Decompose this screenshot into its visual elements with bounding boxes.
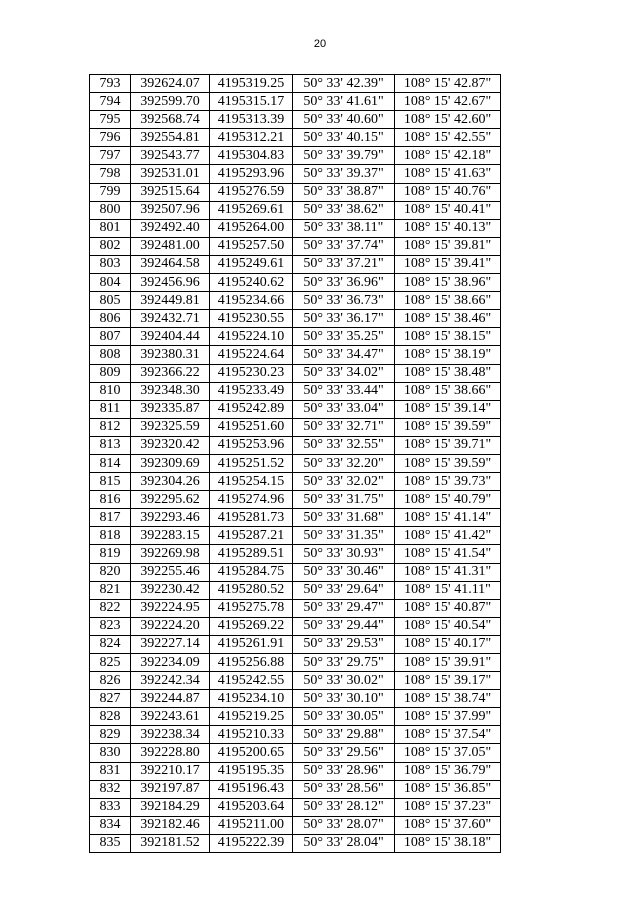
- table-row: [90, 219, 501, 237]
- latitude-cell: 50° 33' 37.21": [293, 255, 395, 273]
- x-coordinate-cell: 392568.74: [131, 111, 210, 129]
- y-coordinate-cell: 4195253.96: [210, 436, 293, 454]
- longitude-cell: 108° 15' 41.14": [395, 509, 501, 527]
- latitude-cell: 50° 33' 34.47": [293, 346, 395, 364]
- x-coordinate-cell: 392228.80: [131, 744, 210, 762]
- latitude-cell: 50° 33' 28.04": [293, 834, 395, 852]
- longitude-cell: 108° 15' 39.41": [395, 255, 501, 273]
- point-number-cell: 794: [90, 93, 131, 111]
- latitude-cell: 50° 33' 30.10": [293, 690, 395, 708]
- latitude-cell: 50° 33' 30.05": [293, 708, 395, 726]
- y-coordinate-cell: 4195315.17: [210, 93, 293, 111]
- table-row: [90, 364, 501, 382]
- table-row: [90, 726, 501, 744]
- y-coordinate-cell: 4195280.52: [210, 581, 293, 599]
- y-coordinate-cell: 4195242.89: [210, 400, 293, 418]
- latitude-cell: 50° 33' 39.79": [293, 147, 395, 165]
- longitude-cell: 108° 15' 41.42": [395, 527, 501, 545]
- y-coordinate-cell: 4195313.39: [210, 111, 293, 129]
- longitude-cell: 108° 15' 39.17": [395, 672, 501, 690]
- y-coordinate-cell: 4195230.55: [210, 310, 293, 328]
- x-coordinate-cell: 392348.30: [131, 382, 210, 400]
- x-coordinate-cell: 392325.59: [131, 418, 210, 436]
- longitude-cell: 108° 15' 38.19": [395, 346, 501, 364]
- longitude-cell: 108° 15' 38.18": [395, 834, 501, 852]
- longitude-cell: 108° 15' 40.17": [395, 635, 501, 653]
- latitude-cell: 50° 33' 30.02": [293, 672, 395, 690]
- point-number-cell: 822: [90, 599, 131, 617]
- page-number: 20: [313, 38, 327, 50]
- table-row: [90, 454, 501, 472]
- point-number-cell: 815: [90, 473, 131, 491]
- table-row: [90, 599, 501, 617]
- y-coordinate-cell: 4195319.25: [210, 75, 293, 93]
- point-number-cell: 826: [90, 672, 131, 690]
- x-coordinate-cell: 392543.77: [131, 147, 210, 165]
- point-number-cell: 804: [90, 274, 131, 292]
- latitude-cell: 50° 33' 29.47": [293, 599, 395, 617]
- y-coordinate-cell: 4195240.62: [210, 274, 293, 292]
- latitude-cell: 50° 33' 29.75": [293, 654, 395, 672]
- point-number-cell: 833: [90, 798, 131, 816]
- point-number-cell: 797: [90, 147, 131, 165]
- latitude-cell: 50° 33' 38.62": [293, 201, 395, 219]
- latitude-cell: 50° 33' 34.02": [293, 364, 395, 382]
- point-number-cell: 816: [90, 491, 131, 509]
- table-row: [90, 165, 501, 183]
- point-number-cell: 830: [90, 744, 131, 762]
- y-coordinate-cell: 4195195.35: [210, 762, 293, 780]
- y-coordinate-cell: 4195251.52: [210, 454, 293, 472]
- table-row: [90, 527, 501, 545]
- latitude-cell: 50° 33' 36.96": [293, 274, 395, 292]
- x-coordinate-cell: 392449.81: [131, 292, 210, 310]
- table-row: [90, 400, 501, 418]
- latitude-cell: 50° 33' 40.60": [293, 111, 395, 129]
- longitude-cell: 108° 15' 42.55": [395, 129, 501, 147]
- table-row: [90, 255, 501, 273]
- y-coordinate-cell: 4195233.49: [210, 382, 293, 400]
- x-coordinate-cell: 392481.00: [131, 237, 210, 255]
- table-row: [90, 834, 501, 852]
- table-row: [90, 491, 501, 509]
- longitude-cell: 108° 15' 42.67": [395, 93, 501, 111]
- x-coordinate-cell: 392227.14: [131, 635, 210, 653]
- point-number-cell: 808: [90, 346, 131, 364]
- x-coordinate-cell: 392309.69: [131, 454, 210, 472]
- longitude-cell: 108° 15' 39.14": [395, 400, 501, 418]
- point-number-cell: 795: [90, 111, 131, 129]
- point-number-cell: 813: [90, 436, 131, 454]
- x-coordinate-cell: 392283.15: [131, 527, 210, 545]
- latitude-cell: 50° 33' 42.39": [293, 75, 395, 93]
- table-row: [90, 581, 501, 599]
- y-coordinate-cell: 4195219.25: [210, 708, 293, 726]
- y-coordinate-cell: 4195269.22: [210, 617, 293, 635]
- point-number-cell: 800: [90, 201, 131, 219]
- y-coordinate-cell: 4195234.66: [210, 292, 293, 310]
- point-number-cell: 820: [90, 563, 131, 581]
- latitude-cell: 50° 33' 29.56": [293, 744, 395, 762]
- y-coordinate-cell: 4195251.60: [210, 418, 293, 436]
- x-coordinate-cell: 392295.62: [131, 491, 210, 509]
- table-row: [90, 816, 501, 834]
- x-coordinate-cell: 392599.70: [131, 93, 210, 111]
- latitude-cell: 50° 33' 32.71": [293, 418, 395, 436]
- x-coordinate-cell: 392554.81: [131, 129, 210, 147]
- latitude-cell: 50° 33' 29.64": [293, 581, 395, 599]
- point-number-cell: 810: [90, 382, 131, 400]
- table-row: [90, 346, 501, 364]
- latitude-cell: 50° 33' 29.44": [293, 617, 395, 635]
- table-row: [90, 93, 501, 111]
- y-coordinate-cell: 4195312.21: [210, 129, 293, 147]
- x-coordinate-cell: 392184.29: [131, 798, 210, 816]
- table-row: [90, 201, 501, 219]
- table-row: [90, 310, 501, 328]
- point-number-cell: 809: [90, 364, 131, 382]
- longitude-cell: 108° 15' 41.31": [395, 563, 501, 581]
- latitude-cell: 50° 33' 30.46": [293, 563, 395, 581]
- x-coordinate-cell: 392242.34: [131, 672, 210, 690]
- latitude-cell: 50° 33' 33.04": [293, 400, 395, 418]
- point-number-cell: 793: [90, 75, 131, 93]
- latitude-cell: 50° 33' 29.88": [293, 726, 395, 744]
- longitude-cell: 108° 15' 39.59": [395, 454, 501, 472]
- point-number-cell: 828: [90, 708, 131, 726]
- longitude-cell: 108° 15' 38.66": [395, 292, 501, 310]
- longitude-cell: 108° 15' 40.54": [395, 617, 501, 635]
- longitude-cell: 108° 15' 38.48": [395, 364, 501, 382]
- longitude-cell: 108° 15' 36.79": [395, 762, 501, 780]
- point-number-cell: 805: [90, 292, 131, 310]
- table-row: [90, 563, 501, 581]
- x-coordinate-cell: 392224.20: [131, 617, 210, 635]
- longitude-cell: 108° 15' 37.23": [395, 798, 501, 816]
- y-coordinate-cell: 4195242.55: [210, 672, 293, 690]
- point-number-cell: 827: [90, 690, 131, 708]
- point-number-cell: 806: [90, 310, 131, 328]
- table-row: [90, 509, 501, 527]
- x-coordinate-cell: 392210.17: [131, 762, 210, 780]
- longitude-cell: 108° 15' 39.91": [395, 654, 501, 672]
- table-row: [90, 654, 501, 672]
- x-coordinate-cell: 392464.58: [131, 255, 210, 273]
- y-coordinate-cell: 4195256.88: [210, 654, 293, 672]
- longitude-cell: 108° 15' 40.87": [395, 599, 501, 617]
- longitude-cell: 108° 15' 37.54": [395, 726, 501, 744]
- table-row: [90, 111, 501, 129]
- y-coordinate-cell: 4195254.15: [210, 473, 293, 491]
- point-number-cell: 824: [90, 635, 131, 653]
- x-coordinate-cell: 392255.46: [131, 563, 210, 581]
- y-coordinate-cell: 4195210.33: [210, 726, 293, 744]
- point-number-cell: 821: [90, 581, 131, 599]
- table-row: [90, 635, 501, 653]
- latitude-cell: 50° 33' 36.17": [293, 310, 395, 328]
- table-row: [90, 672, 501, 690]
- x-coordinate-cell: 392293.46: [131, 509, 210, 527]
- longitude-cell: 108° 15' 40.76": [395, 183, 501, 201]
- longitude-cell: 108° 15' 40.79": [395, 491, 501, 509]
- longitude-cell: 108° 15' 38.74": [395, 690, 501, 708]
- y-coordinate-cell: 4195249.61: [210, 255, 293, 273]
- x-coordinate-cell: 392197.87: [131, 780, 210, 798]
- y-coordinate-cell: 4195230.23: [210, 364, 293, 382]
- y-coordinate-cell: 4195257.50: [210, 237, 293, 255]
- longitude-cell: 108° 15' 42.87": [395, 75, 501, 93]
- longitude-cell: 108° 15' 39.81": [395, 237, 501, 255]
- latitude-cell: 50° 33' 28.56": [293, 780, 395, 798]
- table-row: [90, 129, 501, 147]
- point-number-cell: 798: [90, 165, 131, 183]
- y-coordinate-cell: 4195196.43: [210, 780, 293, 798]
- table-row: [90, 274, 501, 292]
- coordinates-table-body: [90, 75, 501, 853]
- point-number-cell: 803: [90, 255, 131, 273]
- longitude-cell: 108° 15' 37.99": [395, 708, 501, 726]
- longitude-cell: 108° 15' 38.15": [395, 328, 501, 346]
- latitude-cell: 50° 33' 33.44": [293, 382, 395, 400]
- table-row: [90, 292, 501, 310]
- longitude-cell: 108° 15' 42.60": [395, 111, 501, 129]
- coordinates-table: [89, 74, 501, 853]
- latitude-cell: 50° 33' 31.75": [293, 491, 395, 509]
- y-coordinate-cell: 4195264.00: [210, 219, 293, 237]
- x-coordinate-cell: 392269.98: [131, 545, 210, 563]
- y-coordinate-cell: 4195289.51: [210, 545, 293, 563]
- table-row: [90, 237, 501, 255]
- table-row: [90, 690, 501, 708]
- y-coordinate-cell: 4195200.65: [210, 744, 293, 762]
- x-coordinate-cell: 392366.22: [131, 364, 210, 382]
- latitude-cell: 50° 33' 39.37": [293, 165, 395, 183]
- x-coordinate-cell: 392243.61: [131, 708, 210, 726]
- y-coordinate-cell: 4195281.73: [210, 509, 293, 527]
- x-coordinate-cell: 392624.07: [131, 75, 210, 93]
- point-number-cell: 835: [90, 834, 131, 852]
- table-row: [90, 473, 501, 491]
- x-coordinate-cell: 392492.40: [131, 219, 210, 237]
- table-row: [90, 617, 501, 635]
- point-number-cell: 817: [90, 509, 131, 527]
- latitude-cell: 50° 33' 32.55": [293, 436, 395, 454]
- table-row: [90, 418, 501, 436]
- latitude-cell: 50° 33' 31.35": [293, 527, 395, 545]
- x-coordinate-cell: 392182.46: [131, 816, 210, 834]
- y-coordinate-cell: 4195222.39: [210, 834, 293, 852]
- table-row: [90, 780, 501, 798]
- latitude-cell: 50° 33' 30.93": [293, 545, 395, 563]
- x-coordinate-cell: 392531.01: [131, 165, 210, 183]
- latitude-cell: 50° 33' 28.12": [293, 798, 395, 816]
- x-coordinate-cell: 392244.87: [131, 690, 210, 708]
- x-coordinate-cell: 392238.34: [131, 726, 210, 744]
- y-coordinate-cell: 4195293.96: [210, 165, 293, 183]
- point-number-cell: 796: [90, 129, 131, 147]
- latitude-cell: 50° 33' 31.68": [293, 509, 395, 527]
- longitude-cell: 108° 15' 39.73": [395, 473, 501, 491]
- y-coordinate-cell: 4195211.00: [210, 816, 293, 834]
- latitude-cell: 50° 33' 32.02": [293, 473, 395, 491]
- y-coordinate-cell: 4195275.78: [210, 599, 293, 617]
- y-coordinate-cell: 4195274.96: [210, 491, 293, 509]
- y-coordinate-cell: 4195224.64: [210, 346, 293, 364]
- longitude-cell: 108° 15' 41.54": [395, 545, 501, 563]
- table-row: [90, 798, 501, 816]
- x-coordinate-cell: 392515.64: [131, 183, 210, 201]
- y-coordinate-cell: 4195234.10: [210, 690, 293, 708]
- latitude-cell: 50° 33' 40.15": [293, 129, 395, 147]
- x-coordinate-cell: 392432.71: [131, 310, 210, 328]
- table-row: [90, 328, 501, 346]
- y-coordinate-cell: 4195287.21: [210, 527, 293, 545]
- longitude-cell: 108° 15' 40.41": [395, 201, 501, 219]
- x-coordinate-cell: 392507.96: [131, 201, 210, 219]
- longitude-cell: 108° 15' 36.85": [395, 780, 501, 798]
- longitude-cell: 108° 15' 38.96": [395, 274, 501, 292]
- latitude-cell: 50° 33' 28.07": [293, 816, 395, 834]
- longitude-cell: 108° 15' 41.11": [395, 581, 501, 599]
- x-coordinate-cell: 392380.31: [131, 346, 210, 364]
- point-number-cell: 823: [90, 617, 131, 635]
- point-number-cell: 812: [90, 418, 131, 436]
- table-row: [90, 147, 501, 165]
- point-number-cell: 799: [90, 183, 131, 201]
- latitude-cell: 50° 33' 29.53": [293, 635, 395, 653]
- y-coordinate-cell: 4195276.59: [210, 183, 293, 201]
- point-number-cell: 825: [90, 654, 131, 672]
- table-row: [90, 75, 501, 93]
- longitude-cell: 108° 15' 40.13": [395, 219, 501, 237]
- x-coordinate-cell: 392224.95: [131, 599, 210, 617]
- table-row: [90, 708, 501, 726]
- y-coordinate-cell: 4195304.83: [210, 147, 293, 165]
- table-row: [90, 183, 501, 201]
- x-coordinate-cell: 392234.09: [131, 654, 210, 672]
- point-number-cell: 829: [90, 726, 131, 744]
- y-coordinate-cell: 4195261.91: [210, 635, 293, 653]
- latitude-cell: 50° 33' 38.87": [293, 183, 395, 201]
- x-coordinate-cell: 392320.42: [131, 436, 210, 454]
- x-coordinate-cell: 392456.96: [131, 274, 210, 292]
- point-number-cell: 834: [90, 816, 131, 834]
- latitude-cell: 50° 33' 36.73": [293, 292, 395, 310]
- longitude-cell: 108° 15' 38.66": [395, 382, 501, 400]
- latitude-cell: 50° 33' 37.74": [293, 237, 395, 255]
- x-coordinate-cell: 392404.44: [131, 328, 210, 346]
- y-coordinate-cell: 4195224.10: [210, 328, 293, 346]
- latitude-cell: 50° 33' 32.20": [293, 454, 395, 472]
- latitude-cell: 50° 33' 38.11": [293, 219, 395, 237]
- table-row: [90, 762, 501, 780]
- point-number-cell: 819: [90, 545, 131, 563]
- y-coordinate-cell: 4195284.75: [210, 563, 293, 581]
- table-row: [90, 545, 501, 563]
- x-coordinate-cell: 392181.52: [131, 834, 210, 852]
- point-number-cell: 801: [90, 219, 131, 237]
- longitude-cell: 108° 15' 39.71": [395, 436, 501, 454]
- point-number-cell: 811: [90, 400, 131, 418]
- longitude-cell: 108° 15' 37.05": [395, 744, 501, 762]
- table-row: [90, 744, 501, 762]
- longitude-cell: 108° 15' 39.59": [395, 418, 501, 436]
- point-number-cell: 832: [90, 780, 131, 798]
- x-coordinate-cell: 392230.42: [131, 581, 210, 599]
- y-coordinate-cell: 4195269.61: [210, 201, 293, 219]
- table-row: [90, 436, 501, 454]
- x-coordinate-cell: 392335.87: [131, 400, 210, 418]
- point-number-cell: 807: [90, 328, 131, 346]
- table-row: [90, 382, 501, 400]
- longitude-cell: 108° 15' 42.18": [395, 147, 501, 165]
- x-coordinate-cell: 392304.26: [131, 473, 210, 491]
- y-coordinate-cell: 4195203.64: [210, 798, 293, 816]
- point-number-cell: 802: [90, 237, 131, 255]
- point-number-cell: 831: [90, 762, 131, 780]
- longitude-cell: 108° 15' 37.60": [395, 816, 501, 834]
- point-number-cell: 818: [90, 527, 131, 545]
- latitude-cell: 50° 33' 35.25": [293, 328, 395, 346]
- longitude-cell: 108° 15' 38.46": [395, 310, 501, 328]
- longitude-cell: 108° 15' 41.63": [395, 165, 501, 183]
- latitude-cell: 50° 33' 28.96": [293, 762, 395, 780]
- latitude-cell: 50° 33' 41.61": [293, 93, 395, 111]
- point-number-cell: 814: [90, 454, 131, 472]
